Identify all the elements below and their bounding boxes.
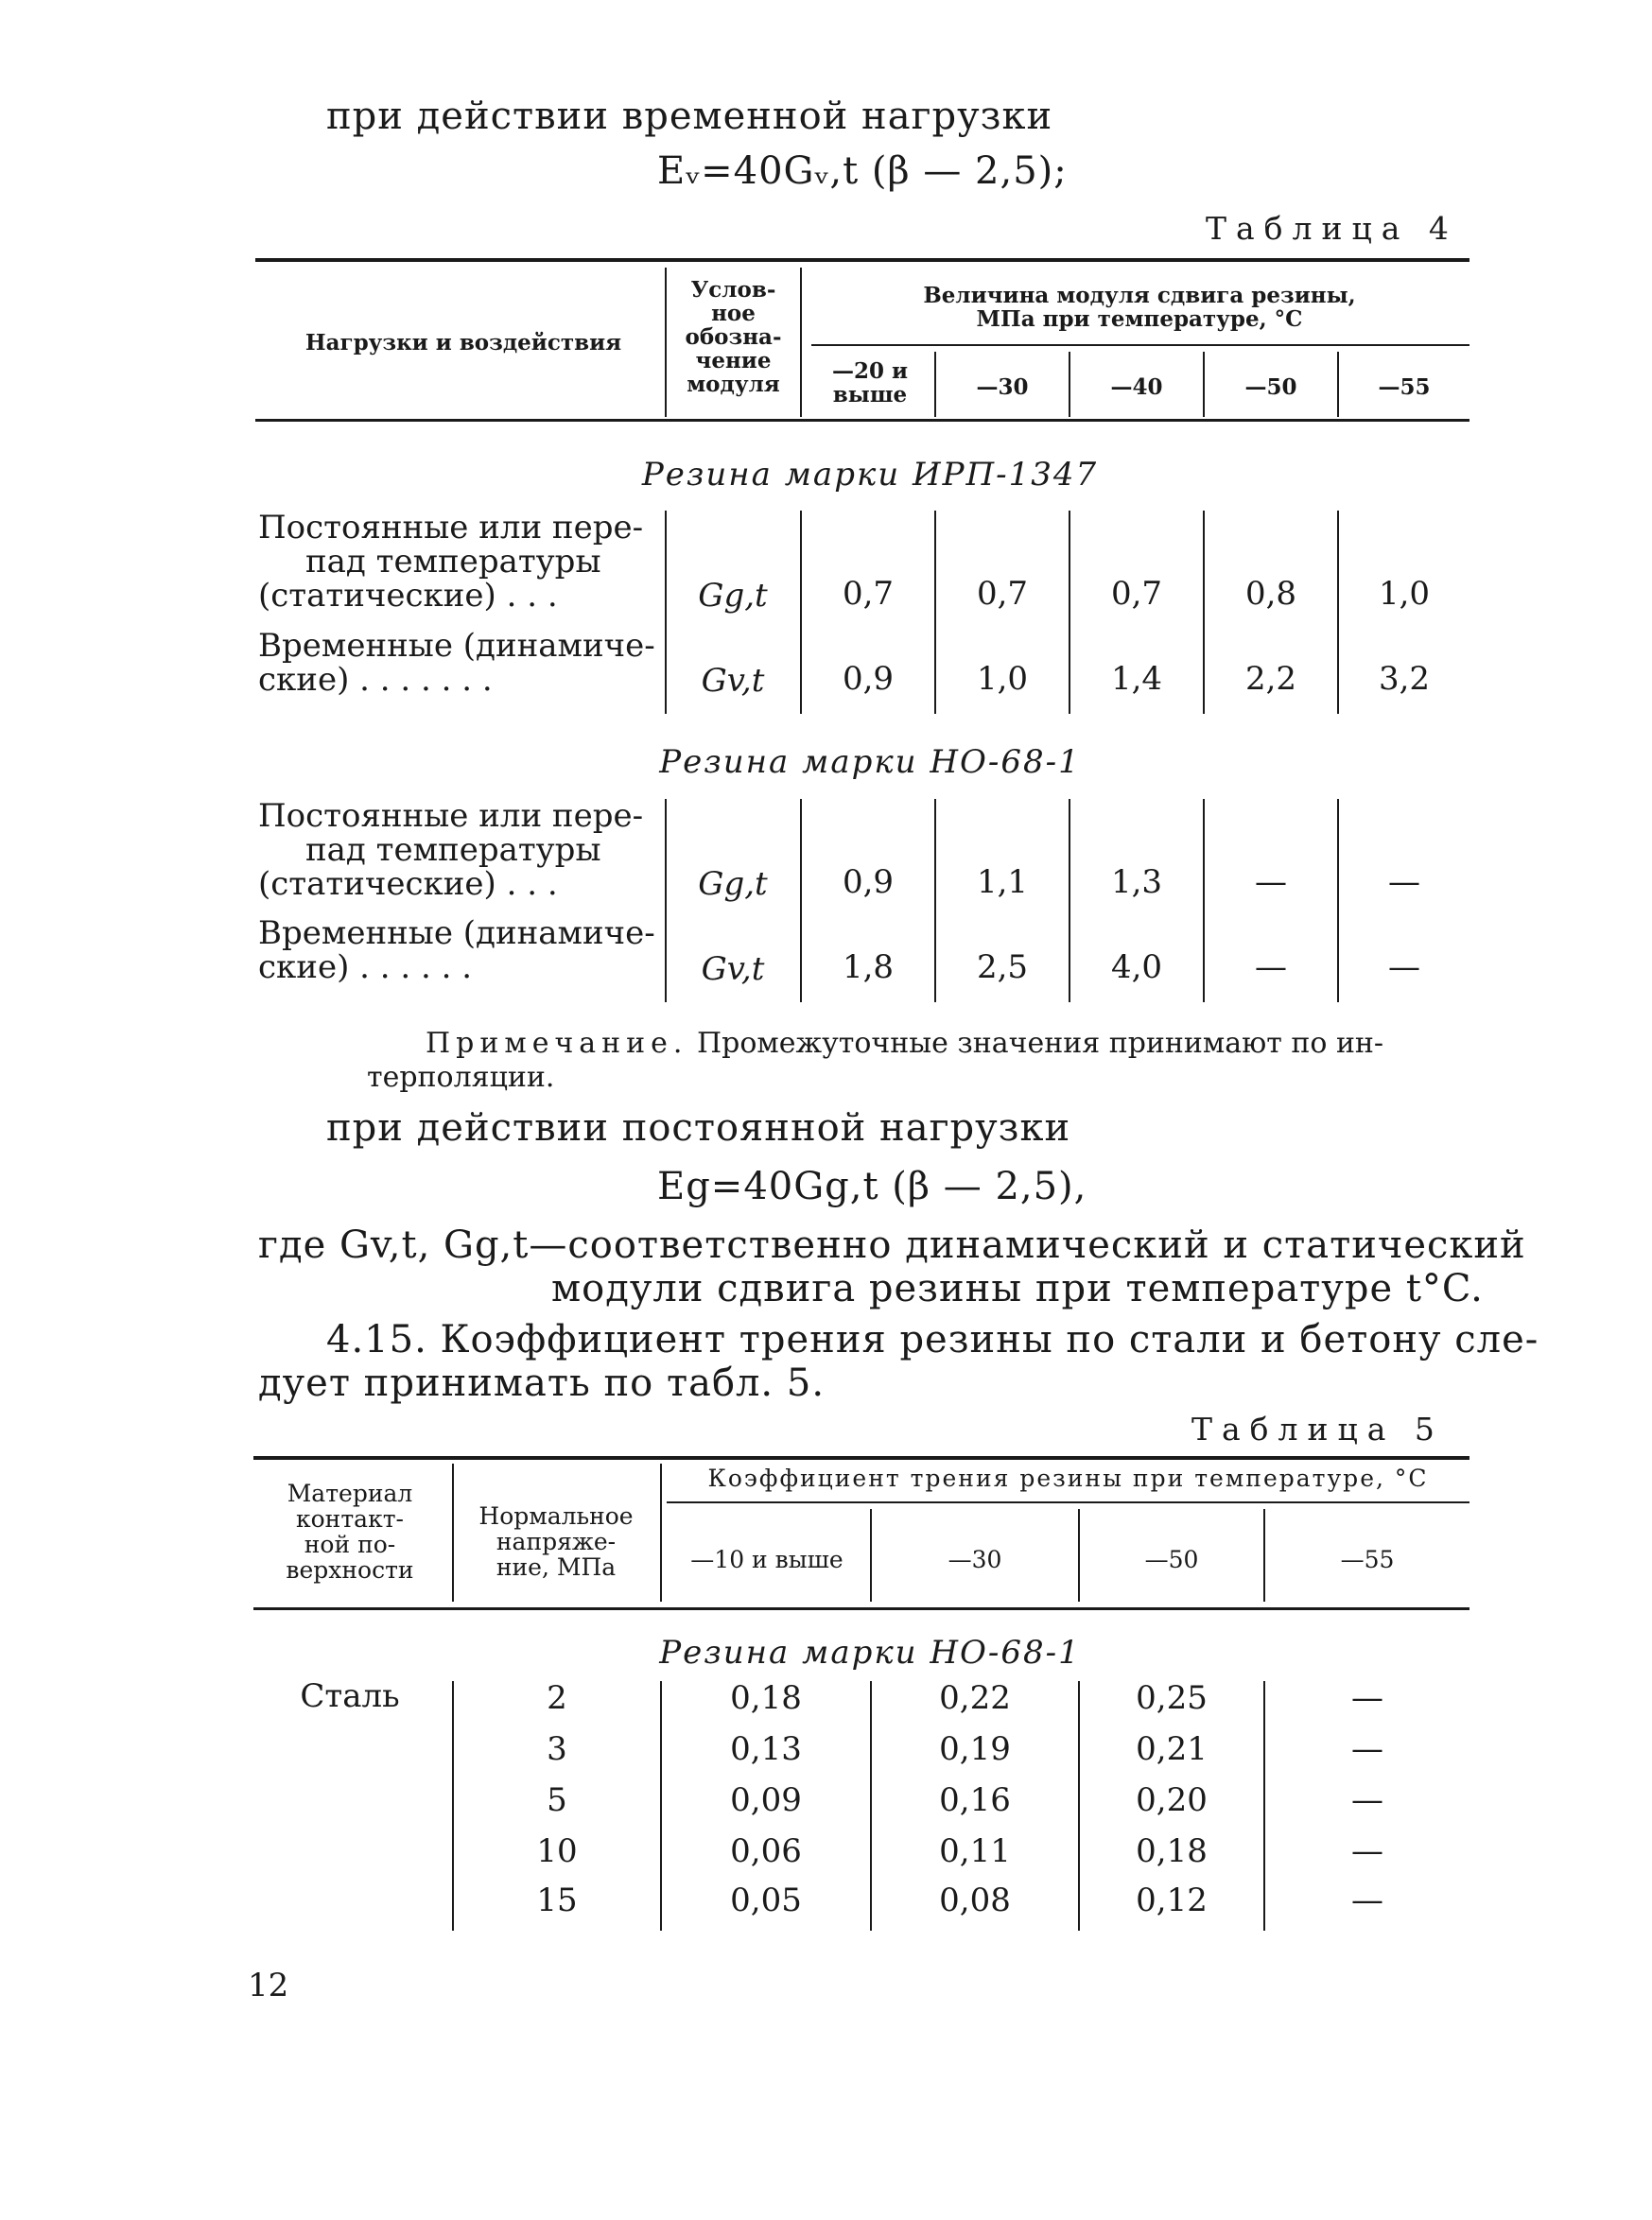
where-line-1: где Gv,t, Gg,t—соответственно динамический и статический — [258, 1223, 1526, 1267]
table4-cell: 0,9 — [842, 863, 895, 901]
table5-cell: 0,16 — [939, 1781, 1011, 1819]
table5-cell: — — [1351, 1730, 1383, 1768]
table4-cell: 1,0 — [976, 660, 1029, 698]
table4-note — [426, 1027, 1383, 1060]
table4-cell: — — [1388, 863, 1420, 901]
table4-row-symbol: Gg,t — [698, 865, 768, 903]
table4-temp-2: —30 — [976, 374, 1029, 400]
table5-cell: 0,06 — [730, 1832, 802, 1870]
table4-section-title: Резина марки ИРП-1347 — [641, 456, 1099, 494]
table4-vrule — [665, 511, 667, 714]
table4-vrule — [665, 799, 667, 1002]
table4-row-label: Временные (динамиче- ские) . . . . . . . — [258, 627, 655, 699]
table5-temp-1: —10 и выше — [690, 1546, 843, 1573]
formula-static: Eg=40Gg,t (β — 2,5), — [657, 1165, 1087, 1208]
table4-cell: 3,2 — [1378, 660, 1431, 698]
table5-vrule — [452, 1464, 454, 1602]
table4-subhead-rule — [811, 344, 1469, 346]
table4-row-label: Постоянные или пере- пад температуры (статические) . . . — [258, 509, 644, 615]
table5-cell: 0,08 — [939, 1882, 1011, 1919]
table5-section-title: Резина марки НО-68-1 — [659, 1634, 1081, 1672]
table4-cell: 1,0 — [1378, 575, 1431, 613]
table5-top-rule — [253, 1456, 1469, 1460]
table5-subhead-rule — [667, 1501, 1469, 1503]
para-constant-load: при действии постоянной нагрузки — [326, 1106, 1071, 1150]
table5-temp-3: —50 — [1144, 1546, 1199, 1573]
clause-line-1: 4.15. Коэффициент трения резины по стали и бетону сле- — [326, 1318, 1539, 1361]
table4-cell: 1,8 — [842, 948, 895, 986]
table5-head-material: Материал контакт- ной по- верхности — [286, 1480, 414, 1584]
table5-cell: 0,12 — [1136, 1882, 1208, 1919]
table4-cell: 0,7 — [976, 575, 1029, 613]
table4-row-symbol: Gv,t — [701, 662, 765, 700]
table4-row-symbol: Gg,t — [698, 577, 768, 615]
table4-vrule — [800, 268, 802, 417]
table5-head-stress: Нормальное напряже- ние, МПа — [478, 1502, 634, 1581]
table4-note-cont: терполяции. — [367, 1061, 555, 1094]
table4-temp-5: —55 — [1378, 374, 1431, 400]
table5-material: Сталь — [300, 1677, 400, 1715]
table5-head-bottom-rule — [253, 1607, 1469, 1610]
table5-cell: 0,18 — [730, 1679, 802, 1717]
table5-cell: 0,09 — [730, 1781, 802, 1819]
formula-dynamic: Eᵥ=40Gᵥ,t (β — 2,5); — [657, 149, 1068, 193]
table4-cell: 0,9 — [842, 660, 895, 698]
table5-stress: 5 — [547, 1781, 567, 1819]
table4-row-symbol: Gv,t — [701, 950, 765, 988]
table4-cell: — — [1255, 948, 1287, 986]
where-line-2: модули сдвига резины при температуре t°C. — [551, 1267, 1484, 1310]
table5-caption: Таблица 5 — [1191, 1411, 1444, 1448]
table4-cell: 0,7 — [842, 575, 895, 613]
table4-temp-1: —20 и выше — [831, 358, 909, 408]
table4-row-label: Постоянные или пере- пад температуры (статические) . . . — [258, 797, 644, 903]
table4-cell: 0,7 — [1110, 575, 1163, 613]
table5-stress: 3 — [547, 1730, 567, 1768]
table4-cell: 1,3 — [1110, 863, 1163, 901]
table4-cell: 4,0 — [1110, 948, 1163, 986]
table4-top-rule — [255, 258, 1469, 262]
table5-temp-2: —30 — [948, 1546, 1002, 1573]
table5-head-group: Коэффициент трения резины при температуре, °C — [707, 1465, 1429, 1492]
table5-cell: 0,05 — [730, 1882, 802, 1919]
table4-cell: 1,1 — [976, 863, 1029, 901]
table4-caption: Таблица 4 — [1206, 210, 1458, 247]
table4-row-label: Временные (динамиче- ские) . . . . . . — [258, 914, 655, 986]
table4-temp-4: —50 — [1244, 374, 1297, 400]
table5-cell: 0,25 — [1136, 1679, 1208, 1717]
table4-head-loads: Нагрузки и воздействия — [304, 330, 622, 356]
table5-cell: — — [1351, 1679, 1383, 1717]
table5-cell: 0,11 — [939, 1832, 1011, 1870]
table5-cell: 0,13 — [730, 1730, 802, 1768]
table5-vrule — [660, 1464, 662, 1602]
table4-cell: 1,4 — [1110, 660, 1163, 698]
page-number: 12 — [248, 1967, 289, 2004]
intro-line: при действии временной нагрузки — [326, 95, 1053, 138]
table5-stress: 2 — [547, 1679, 567, 1717]
table5-cell: 0,20 — [1136, 1781, 1208, 1819]
note-label: Примечание. — [426, 1027, 688, 1060]
table5-cell: 0,19 — [939, 1730, 1011, 1768]
table4-cell: — — [1388, 948, 1420, 986]
table4-cell: 0,8 — [1244, 575, 1297, 613]
note-text: Промежуточные значения принимают по ин- — [687, 1027, 1384, 1060]
table5-cell: 0,18 — [1136, 1832, 1208, 1870]
table5-stress: 15 — [536, 1882, 578, 1919]
clause-line-2: дует принимать по табл. 5. — [258, 1361, 826, 1405]
table4-head-symbol: Услов- ное обозна- чение модуля — [685, 277, 782, 397]
table4-section-title: Резина марки НО-68-1 — [659, 743, 1081, 781]
table5-cell: — — [1351, 1832, 1383, 1870]
table4-vrule — [665, 268, 667, 417]
table4-head-group: Величина модуля сдвига резины, МПа при температуре, °C — [923, 283, 1356, 332]
table5-cell: — — [1351, 1781, 1383, 1819]
table5-cell: 0,21 — [1136, 1730, 1208, 1768]
table5-stress: 10 — [536, 1832, 578, 1870]
table5-cell: 0,22 — [939, 1679, 1011, 1717]
table4-cell: — — [1255, 863, 1287, 901]
table4-head-bottom-rule — [255, 419, 1469, 422]
table5-temp-4: —55 — [1340, 1546, 1395, 1573]
table4-cell: 2,2 — [1244, 660, 1297, 698]
table4-temp-3: —40 — [1110, 374, 1163, 400]
table4-cell: 2,5 — [976, 948, 1029, 986]
table5-cell: — — [1351, 1882, 1383, 1919]
